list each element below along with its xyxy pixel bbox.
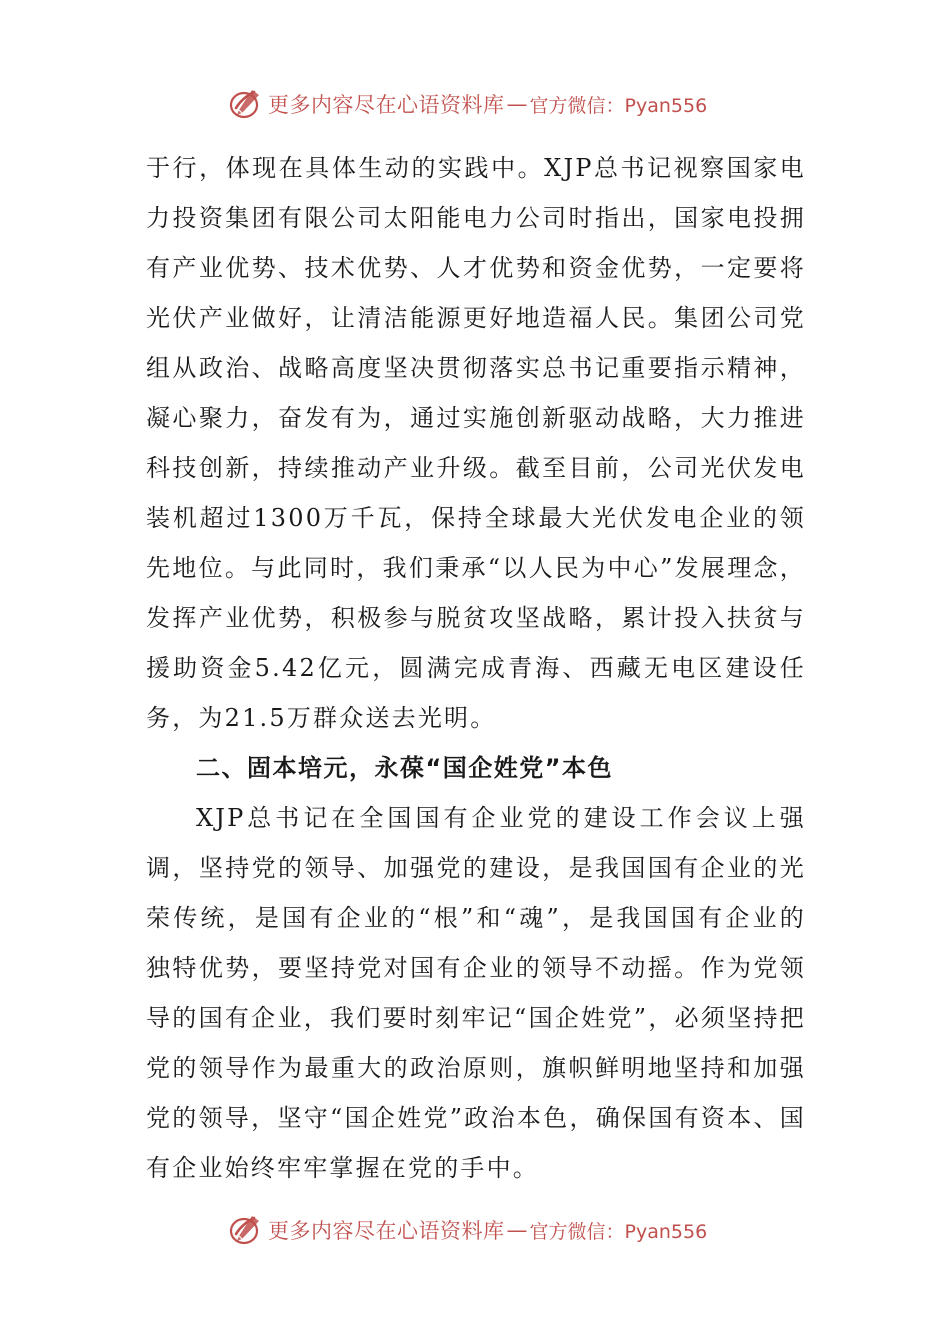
watermark-contact: 官方微信：Pyan556 bbox=[529, 1220, 708, 1243]
paragraph-1: 于行，体现在具体生动的实践中。XJP总书记视察国家电力投资集团有限公司太阳能电力公司时指出，国家电投拥有产业优势、技术优势、人才优势和资金优势，一定要将光伏产业做好，让清洁能源更好地造福人民。集团公司党组从政治、战略高度坚决贯彻落实总书记重要指示精神，凝心聚力，奋发有为，通过实施创新驱动战略，大力推进科技创新，持续推动产业升级。截至目前，公司光伏发电装机超过1300万千瓦，保持全球最大光伏发电企业的领先地位。与此同时，我们秉承“以人民为中心”发展理念，发挥产业优势，积极参与脱贫攻坚战略，累计投入扶贫与援助资金5.42亿元，圆满完成青海、西藏无电区建设任务，为21.5万群众送去光明。 bbox=[146, 154, 806, 732]
footer-watermark bbox=[228, 1210, 707, 1250]
watermark-text: 更多内容尽在心语资料库 bbox=[268, 93, 505, 117]
watermark-dash: — bbox=[506, 1218, 528, 1242]
pen-logo-icon bbox=[228, 86, 264, 122]
document-body bbox=[146, 143, 806, 1193]
header-watermark bbox=[228, 84, 707, 124]
watermark-contact: 官方微信：Pyan556 bbox=[529, 94, 708, 117]
section-heading: 二、固本培元，永葆“国企姓党”本色 bbox=[196, 754, 614, 782]
watermark-dash: — bbox=[506, 92, 528, 116]
paragraph-2: XJP总书记在全国国有企业党的建设工作会议上强调，坚持党的领导、加强党的建设，是我国国有企业的光荣传统，是国有企业的“根”和“魂”，是我国国有企业的独特优势，要坚持党对国有企业的领导不动摇。作为党领导的国有企业，我们要时刻牢记“国企姓党”，必须坚持把党的领导作为最重大的政治原则，旗帜鲜明地坚持和加强党的领导，坚守“国企姓党”政治本色，确保国有资本、国有企业始终牢牢掌握在党的手中。 bbox=[146, 804, 806, 1182]
watermark-text: 更多内容尽在心语资料库 bbox=[268, 1219, 505, 1243]
pen-logo-icon bbox=[228, 1212, 264, 1248]
